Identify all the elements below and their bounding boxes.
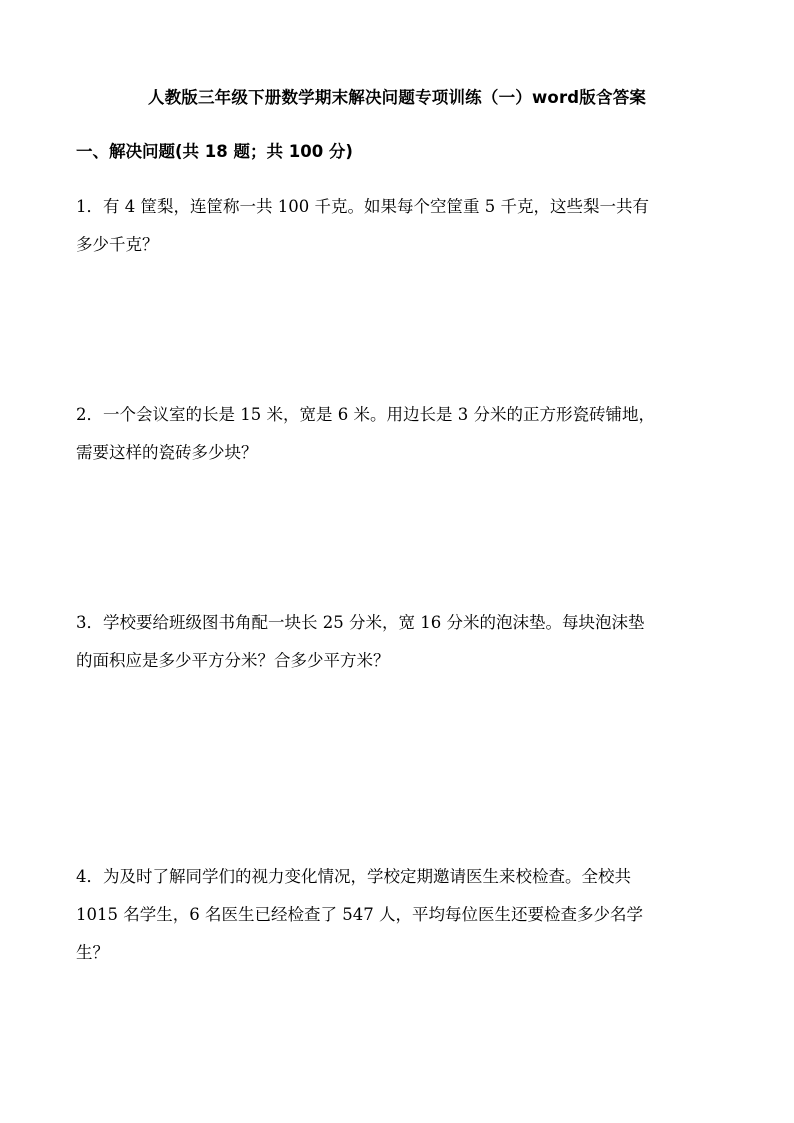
question-2-line-1: 2．一个会议室的长是 15 米，宽是 6 米。用边长是 3 分米的正方形瓷砖铺地， [76,405,655,424]
question-2-line-2: 需要这样的瓷砖多少块？ [76,443,258,462]
question-3-line-2: 的面积应是多少平方分米？合多少平方米？ [76,651,390,670]
question-3-line-1: 3．学校要给班级图书角配一块长 25 分米，宽 16 分米的泡沫垫。每块泡沫垫 [76,613,645,632]
question-1-line-1: 1．有 4 筐梨，连筐称一共 100 千克。如果每个空筐重 5 千克，这些梨一共有 [76,197,649,216]
question-4 [76,858,716,972]
question-4-line-1: 4．为及时了解同学们的视力变化情况，学校定期邀请医生来校检查。全校共 [76,867,631,886]
question-4-line-3: 生？ [76,943,109,962]
question-2 [76,396,716,472]
question-4-line-2: 1015 名学生，6 名医生已经检查了 547 人，平均每位医生还要检查多少名学 [76,905,643,924]
section-heading: 一、解决问题(共 18 题；共 100 分) [76,142,353,161]
question-1 [76,188,716,264]
document-title: 人教版三年级下册数学期末解决问题专项训练（一）word版含答案 [147,88,647,107]
question-1-line-2: 多少千克？ [76,235,159,254]
question-3 [76,604,716,680]
